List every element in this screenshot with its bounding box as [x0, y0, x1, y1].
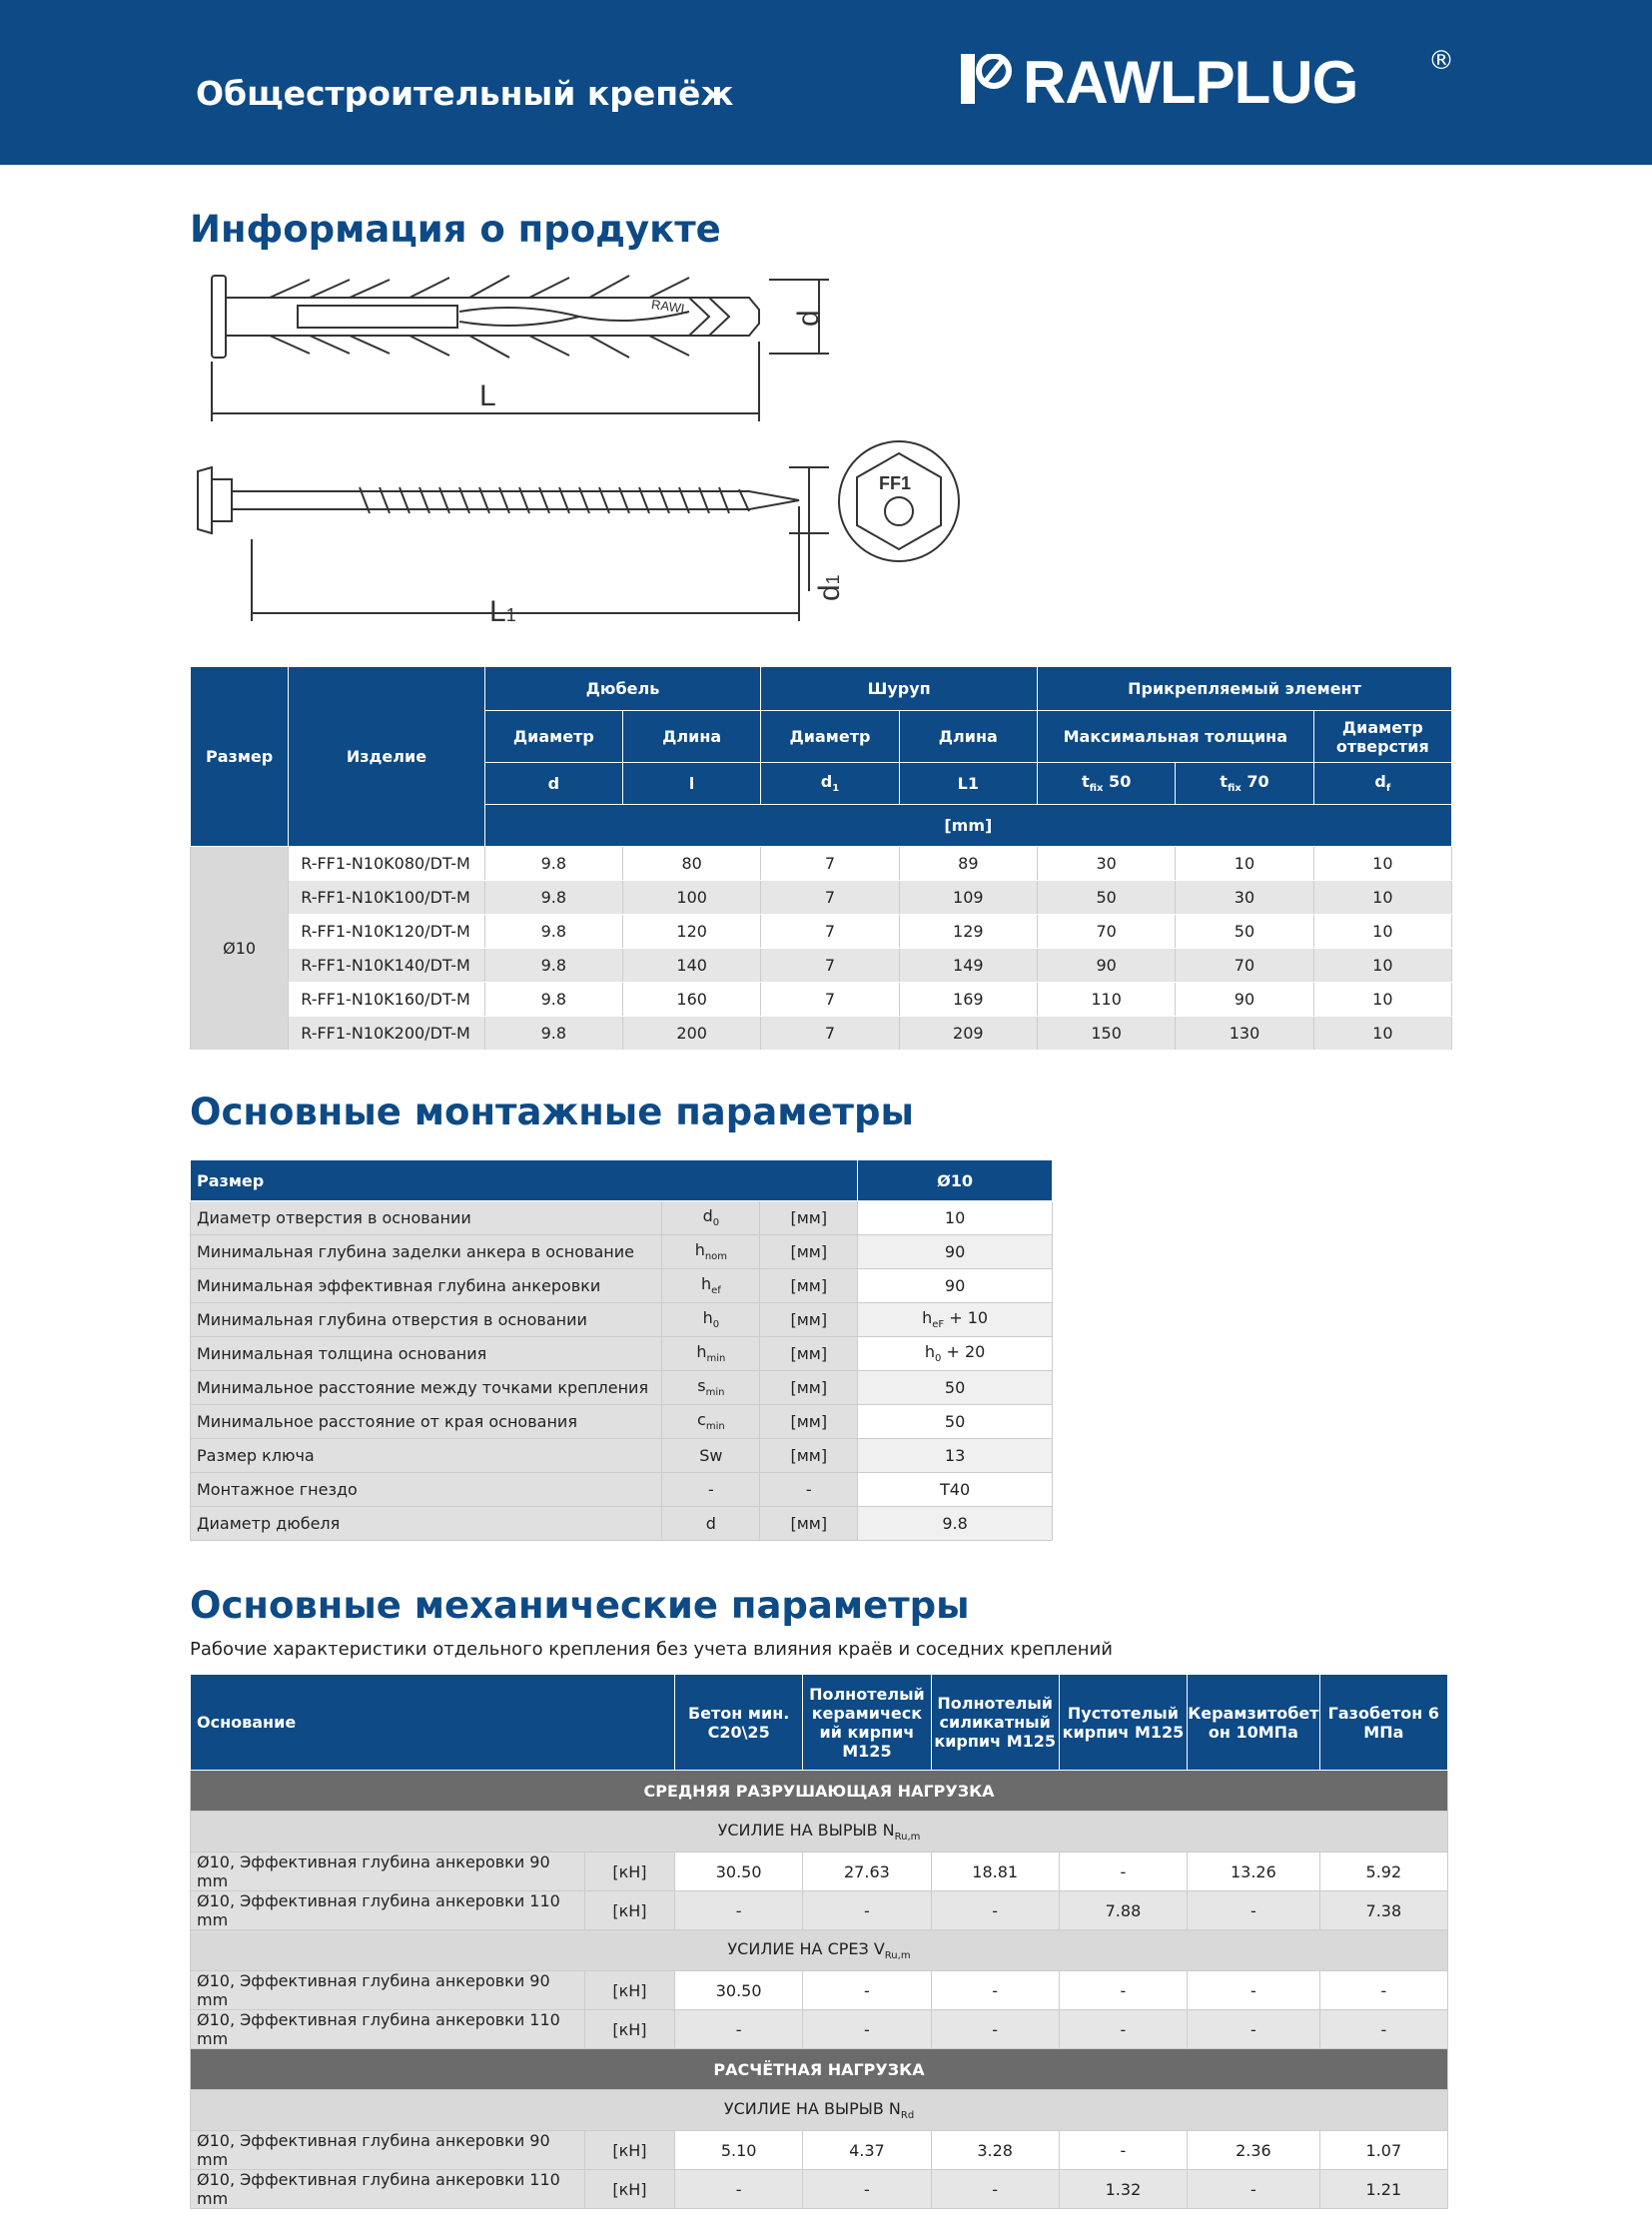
symbol-text: h [702, 1308, 713, 1328]
base-material-header: Бетон мин. C20\25 [675, 1675, 803, 1771]
product-code-cell: R-FF1-N10K080/DT-M [289, 847, 484, 881]
param-unit: - [760, 1473, 858, 1507]
param-symbol [662, 1473, 760, 1507]
load-value: - [1319, 1971, 1447, 2010]
dowel-rawl-mark: RAWL [650, 296, 690, 317]
value-cell: 7 [761, 1017, 899, 1051]
load-value: - [1059, 2010, 1187, 2049]
param-unit: [мм] [760, 1371, 858, 1405]
load-row-label: Ø10, Эффективная глубина анкеровки 110 mm [191, 2170, 585, 2209]
product-code-cell: R-FF1-N10K120/DT-M [289, 915, 484, 949]
param-symbol [662, 1439, 760, 1473]
hole-diameter-header: Диаметр отверстия [1313, 711, 1451, 763]
value-cell: 110 [1037, 983, 1175, 1017]
param-label: Монтажное гнездо [191, 1473, 662, 1507]
param-row [191, 1473, 1053, 1507]
dowel-drawing [212, 276, 829, 421]
symbol-sub: min [706, 1353, 726, 1365]
param-value [858, 1371, 1053, 1405]
tfix70-t: t [1220, 772, 1228, 792]
value-cell: 129 [899, 915, 1037, 949]
header-bar [0, 0, 1652, 165]
tfix70-sub: fix [1227, 783, 1241, 795]
col-product-header: Изделие [289, 667, 484, 847]
load-value: - [1319, 2010, 1447, 2049]
param-row [191, 1439, 1053, 1473]
base-material-header: Полнотелый силикатный кирпич M125 [931, 1675, 1059, 1771]
load-row-label: Ø10, Эффективная глубина анкеровки 90 mm [191, 2131, 585, 2170]
param-label: Минимальное расстояние между точками крепления [191, 1371, 662, 1405]
load-value: - [1188, 1971, 1320, 2010]
product-row [191, 949, 1452, 983]
param-row [191, 1269, 1053, 1303]
load-value: - [1188, 2010, 1320, 2049]
value-cell: 7 [761, 949, 899, 983]
screw-head-mark: FF1 [879, 473, 912, 493]
symbol-sub: min [705, 1421, 725, 1433]
load-row-label: Ø10, Эффективная глубина анкеровки 110 mm [191, 2010, 585, 2049]
dimension-d-label: d [792, 310, 825, 327]
installation-params-table [190, 1159, 1053, 1541]
dowel-length-header: Длина [623, 711, 761, 763]
header-title: Общестроительный крепёж [196, 74, 734, 113]
dimension-d1-sub: 1 [823, 574, 843, 585]
param-unit: [мм] [760, 1269, 858, 1303]
load-row-unit: [кН] [584, 2010, 674, 2049]
value-cell: 50 [1037, 881, 1175, 915]
param-symbol [662, 1507, 760, 1541]
value-cell: 10 [1313, 983, 1451, 1017]
load-value: - [675, 2010, 803, 2049]
symbol-d1-sub: 1 [832, 783, 840, 795]
load-value: 2.36 [1188, 2131, 1320, 2170]
dimension-L-label: L [479, 379, 496, 412]
value-cell: 80 [623, 847, 761, 881]
param-row [191, 1405, 1053, 1439]
param-label: Диаметр дюбеля [191, 1507, 662, 1541]
value-cell: 70 [1176, 949, 1313, 983]
base-material-header: Керамзитобет он 10МПа [1188, 1675, 1320, 1771]
load-row-unit: [кН] [584, 1971, 674, 2010]
symbol-tfix70 [1176, 763, 1313, 805]
value-text: h [924, 1342, 936, 1362]
max-thickness-header: Максимальная толщина [1037, 711, 1313, 763]
param-unit: [мм] [760, 1235, 858, 1269]
param-unit: [мм] [760, 1507, 858, 1541]
value-text: 50 [944, 1378, 966, 1397]
value-cell: 90 [1176, 983, 1313, 1017]
param-value [858, 1439, 1053, 1473]
param-value [858, 1201, 1053, 1235]
value-text: 10 [944, 1208, 966, 1227]
value-cell: 30 [1037, 847, 1175, 881]
tfix50-val: 50 [1103, 772, 1132, 792]
load-value: - [675, 2170, 803, 2209]
size-cell: Ø10 [191, 847, 289, 1051]
dimension-L1-sub: 1 [505, 605, 516, 625]
value-cell: 7 [761, 915, 899, 949]
value-text: 9.8 [942, 1514, 968, 1533]
param-symbol [662, 1303, 760, 1337]
force-type-title [191, 1930, 1448, 1971]
param-unit: [мм] [760, 1201, 858, 1235]
force-type-text: УСИЛИЕ НА СРЕЗ V [727, 1938, 885, 1958]
load-group-row [191, 1771, 1448, 1812]
param-symbol [662, 1269, 760, 1303]
value-cell: 10 [1313, 847, 1451, 881]
param-label: Диаметр отверстия в основании [191, 1201, 662, 1235]
load-value: 1.07 [1319, 2131, 1447, 2170]
df-sub: f [1385, 783, 1391, 795]
product-code-cell: R-FF1-N10K140/DT-M [289, 949, 484, 983]
load-value: 18.81 [931, 1852, 1059, 1891]
value-text: T40 [940, 1480, 971, 1499]
load-row-unit: [кН] [584, 2131, 674, 2170]
dimension-d1-text: d [813, 584, 846, 601]
load-row [191, 1891, 1448, 1930]
load-value: - [1188, 2170, 1320, 2209]
load-value: 3.28 [931, 2131, 1059, 2170]
dimension-d1-label [813, 574, 846, 601]
value-cell: 130 [1176, 1017, 1313, 1051]
unit-header: [mm] [484, 805, 1451, 847]
load-value: 5.92 [1319, 1852, 1447, 1891]
df-d: d [1374, 772, 1386, 792]
symbol-sub: 0 [712, 1217, 720, 1229]
tfix70-val: 70 [1240, 772, 1269, 792]
load-value: - [1188, 1891, 1320, 1930]
param-row [191, 1201, 1053, 1235]
dowel-diameter-header: Диаметр [484, 711, 622, 763]
col-size-header: Размер [191, 667, 289, 847]
value-cell: 10 [1313, 881, 1451, 915]
load-value: - [803, 2170, 931, 2209]
param-unit: [мм] [760, 1405, 858, 1439]
value-cell: 9.8 [484, 881, 622, 915]
value-cell: 9.8 [484, 915, 622, 949]
load-value: - [931, 2170, 1059, 2209]
value-cell: 149 [899, 949, 1037, 983]
value-cell: 169 [899, 983, 1037, 1017]
load-row-unit: [кН] [584, 1891, 674, 1930]
param-value [858, 1269, 1053, 1303]
product-code-cell: R-FF1-N10K100/DT-M [289, 881, 484, 915]
force-type-row [191, 1930, 1448, 1971]
tfix50-t: t [1081, 772, 1090, 792]
product-row [191, 915, 1452, 949]
base-material-header: Полнотелый керамическ ий кирпич M125 [803, 1675, 931, 1771]
value-cell: 160 [623, 983, 761, 1017]
param-label: Минимальная толщина основания [191, 1337, 662, 1371]
symbol-d1-text: d [820, 772, 833, 792]
load-value: 30.50 [675, 1852, 803, 1891]
symbol-df [1313, 763, 1451, 805]
load-value: 1.21 [1319, 2170, 1447, 2209]
value-cell: 50 [1176, 915, 1313, 949]
value-cell: 30 [1176, 881, 1313, 915]
screw-length-header: Длина [899, 711, 1037, 763]
value-cell: 209 [899, 1017, 1037, 1051]
product-info-title: Информация о продукте [190, 208, 721, 251]
symbol-text: c [697, 1410, 706, 1430]
load-value: 7.88 [1059, 1891, 1187, 1930]
product-info-table [190, 666, 1452, 1051]
mechanical-params-title: Основные механические параметры [190, 1584, 970, 1627]
logo-registered: ® [1428, 46, 1454, 76]
value-text: 50 [944, 1412, 966, 1431]
param-row [191, 1337, 1053, 1371]
load-value: 4.37 [803, 2131, 931, 2170]
load-row-label: Ø10, Эффективная глубина анкеровки 90 mm [191, 1852, 585, 1891]
param-value [858, 1337, 1053, 1371]
product-row [191, 881, 1452, 915]
load-value: - [1059, 1971, 1187, 2010]
load-value: 13.26 [1188, 1852, 1320, 1891]
force-type-sub: Ru,m [884, 1950, 911, 1962]
param-label: Минимальная глубина отверстия в основании [191, 1303, 662, 1337]
param-value [858, 1235, 1053, 1269]
dimension-L1-label [489, 595, 516, 628]
value-text: 90 [944, 1242, 966, 1261]
force-type-sub: Ru,m [894, 1832, 921, 1844]
value-cell: 10 [1176, 847, 1313, 881]
product-code-cell: R-FF1-N10K160/DT-M [289, 983, 484, 1017]
param-value [858, 1473, 1053, 1507]
param-label: Минимальная глубина заделки анкера в основание [191, 1235, 662, 1269]
param-row [191, 1235, 1053, 1269]
load-value: - [675, 1891, 803, 1930]
col-screw-header: Шуруп [761, 667, 1038, 711]
load-value: - [931, 1971, 1059, 2010]
symbol-text: Sw [699, 1446, 723, 1465]
logo-mark-icon [961, 54, 1017, 104]
value-cell: 100 [623, 881, 761, 915]
param-symbol [662, 1337, 760, 1371]
load-row-label: Ø10, Эффективная глубина анкеровки 90 mm [191, 1971, 585, 2010]
dimension-L1-text: L [489, 595, 506, 628]
value-sub: 0 [935, 1353, 942, 1365]
symbol-L1: L1 [899, 763, 1037, 805]
product-row [191, 847, 1452, 881]
load-row [191, 1852, 1448, 1891]
product-row [191, 983, 1452, 1017]
base-material-header: Пустотелый кирпич M125 [1059, 1675, 1187, 1771]
product-drawing [190, 262, 1009, 641]
value-cell: 150 [1037, 1017, 1175, 1051]
value-cell: 9.8 [484, 949, 622, 983]
load-row [191, 2170, 1448, 2209]
logo-text: RAWLPLUG [1023, 49, 1358, 116]
value-text: 90 [944, 1276, 966, 1295]
load-value: 27.63 [803, 1852, 931, 1891]
param-value [858, 1507, 1053, 1541]
param-row [191, 1303, 1053, 1337]
value-text: 13 [944, 1446, 966, 1465]
product-code-cell: R-FF1-N10K200/DT-M [289, 1017, 484, 1051]
rawlplug-logo [961, 46, 1460, 116]
symbol-d: d [484, 763, 622, 805]
symbol-d1 [761, 763, 899, 805]
load-group-row [191, 2049, 1448, 2090]
symbol-sub: ef [711, 1285, 721, 1297]
value-cell: 120 [623, 915, 761, 949]
load-value: - [1059, 2131, 1187, 2170]
value-cell: 89 [899, 847, 1037, 881]
force-type-text: УСИЛИЕ НА ВЫРЫВ N [723, 2098, 901, 2118]
param-label: Минимальная эффективная глубина анкеровки [191, 1269, 662, 1303]
value-sub: eF [932, 1319, 945, 1331]
symbol-sub: 0 [712, 1319, 720, 1331]
value-cell: 9.8 [484, 1017, 622, 1051]
value-cell: 70 [1037, 915, 1175, 949]
symbol-sub: min [705, 1387, 725, 1399]
value-cell: 140 [623, 949, 761, 983]
value-cell: 9.8 [484, 983, 622, 1017]
force-type-text: УСИЛИЕ НА ВЫРЫВ N [717, 1820, 895, 1840]
load-group-title: СРЕДНЯЯ РАЗРУШАЮЩАЯ НАГРУЗКА [191, 1771, 1448, 1812]
base-header: Основание [191, 1675, 675, 1771]
value-cell: 9.8 [484, 847, 622, 881]
symbol-l: l [623, 763, 761, 805]
value-text: h [922, 1308, 933, 1328]
force-type-title [191, 1812, 1448, 1852]
value-cell: 7 [761, 983, 899, 1017]
param-unit: [мм] [760, 1439, 858, 1473]
value-cell: 90 [1037, 949, 1175, 983]
symbol-text: d [705, 1514, 716, 1533]
load-row-unit: [кН] [584, 1852, 674, 1891]
product-row [191, 1017, 1452, 1051]
param-value-header: Ø10 [858, 1160, 1053, 1201]
load-row-unit: [кН] [584, 2170, 674, 2209]
load-value: - [803, 1971, 931, 2010]
param-symbol [662, 1201, 760, 1235]
param-label: Размер ключа [191, 1439, 662, 1473]
param-symbol [662, 1235, 760, 1269]
value-cell: 7 [761, 881, 899, 915]
value-cell: 10 [1313, 1017, 1451, 1051]
symbol-text: h [696, 1342, 707, 1362]
force-type-sub: Rd [900, 2110, 915, 2122]
load-value: - [803, 2010, 931, 2049]
load-group-title: РАСЧЁТНАЯ НАГРУЗКА [191, 2049, 1448, 2090]
param-symbol [662, 1405, 760, 1439]
load-value: - [1059, 1852, 1187, 1891]
load-row-label: Ø10, Эффективная глубина анкеровки 110 mm [191, 1891, 585, 1930]
symbol-text: d [702, 1206, 713, 1226]
force-type-row [191, 1812, 1448, 1852]
mechanical-params-subtitle: Рабочие характеристики отдельного крепления без учета влияния краёв и соседних креплений [190, 1639, 1113, 1660]
value-cell: 7 [761, 847, 899, 881]
col-fixture-header: Прикрепляемый элемент [1037, 667, 1451, 711]
load-row [191, 2131, 1448, 2170]
param-row [191, 1507, 1053, 1541]
load-value: 30.50 [675, 1971, 803, 2010]
param-row [191, 1371, 1053, 1405]
value-cell: 10 [1313, 949, 1451, 983]
force-type-title [191, 2090, 1448, 2131]
param-label: Минимальное расстояние от края основания [191, 1405, 662, 1439]
symbol-text: s [697, 1376, 706, 1396]
param-unit: [мм] [760, 1303, 858, 1337]
load-row [191, 2010, 1448, 2049]
value-cell: 200 [623, 1017, 761, 1051]
symbol-text: - [707, 1480, 714, 1499]
tfix50-sub: fix [1089, 783, 1104, 795]
symbol-tfix50 [1037, 763, 1175, 805]
symbol-sub: nom [704, 1251, 728, 1263]
load-row [191, 1971, 1448, 2010]
base-material-header: Газобетон 6 МПа [1319, 1675, 1447, 1771]
mechanical-params-table [190, 1674, 1448, 2209]
load-value: - [803, 1891, 931, 1930]
param-value [858, 1405, 1053, 1439]
symbol-text: h [694, 1240, 705, 1260]
symbol-text: h [700, 1274, 712, 1294]
installation-params-title: Основные монтажные параметры [190, 1091, 914, 1133]
value-cell: 109 [899, 881, 1037, 915]
load-value: 1.32 [1059, 2170, 1187, 2209]
param-symbol [662, 1371, 760, 1405]
screw-diameter-header: Диаметр [761, 711, 899, 763]
load-value: 7.38 [1319, 1891, 1447, 1930]
col-dowel-header: Дюбель [484, 667, 761, 711]
param-unit: [мм] [760, 1337, 858, 1371]
param-size-header: Размер [191, 1160, 858, 1201]
value-cell: 10 [1313, 915, 1451, 949]
force-type-row [191, 2090, 1448, 2131]
load-value: 5.10 [675, 2131, 803, 2170]
load-value: - [931, 1891, 1059, 1930]
value-rest: + 20 [941, 1342, 986, 1362]
value-rest: + 10 [944, 1308, 989, 1328]
param-value [858, 1303, 1053, 1337]
load-value: - [931, 2010, 1059, 2049]
